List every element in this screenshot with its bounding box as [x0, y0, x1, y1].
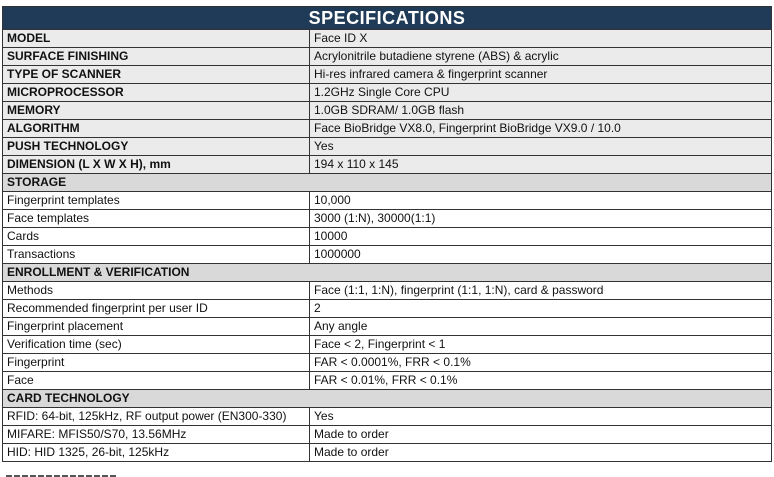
section-heading: ENROLLMENT & VERIFICATION: [3, 264, 772, 282]
spec-row: [3, 300, 772, 318]
spec-row: [3, 228, 772, 246]
spec-row: [3, 354, 772, 372]
spec-value: Hi-res infrared camera & fingerprint scanner: [310, 66, 772, 84]
spec-value: Face ID X: [310, 30, 772, 48]
spec-label: Methods: [3, 282, 310, 300]
spec-row: [3, 426, 772, 444]
cropped-heading-fragment: [6, 472, 116, 477]
spec-row: [3, 282, 772, 300]
spec-row-algorithm: [3, 120, 772, 138]
spec-value: Yes: [310, 408, 772, 426]
spec-row: [3, 372, 772, 390]
spec-label: Cards: [3, 228, 310, 246]
spec-value: 1.2GHz Single Core CPU: [310, 84, 772, 102]
spec-row-microprocessor: [3, 84, 772, 102]
spec-label: MIFARE: MFIS50/S70, 13.56MHz: [3, 426, 310, 444]
spec-value: Face BioBridge VX8.0, Fingerprint BioBridge VX9.0 / 10.0: [310, 120, 772, 138]
spec-row-type-of-scanner: [3, 66, 772, 84]
spec-row-dimension: [3, 156, 772, 174]
spec-label: Fingerprint placement: [3, 318, 310, 336]
page-title: SPECIFICATIONS: [3, 7, 772, 30]
spec-label: Fingerprint templates: [3, 192, 310, 210]
spec-label: Face: [3, 372, 310, 390]
spec-label: RFID: 64-bit, 125kHz, RF output power (EN300-330): [3, 408, 310, 426]
spec-value: FAR < 0.0001%, FRR < 0.1%: [310, 354, 772, 372]
spec-value: 3000 (1:N), 30000(1:1): [310, 210, 772, 228]
spec-value: 2: [310, 300, 772, 318]
spec-row: [3, 246, 772, 264]
spec-label: Transactions: [3, 246, 310, 264]
spec-row: [3, 336, 772, 354]
spec-value: Face (1:1, 1:N), fingerprint (1:1, 1:N), card & password: [310, 282, 772, 300]
spec-value: 10000: [310, 228, 772, 246]
spec-row: [3, 444, 772, 462]
spec-row-memory: [3, 102, 772, 120]
spec-value: 10,000: [310, 192, 772, 210]
spec-label: MODEL: [3, 30, 310, 48]
spec-label: Fingerprint: [3, 354, 310, 372]
section-row-storage: [3, 174, 772, 192]
specifications-table: [2, 6, 772, 462]
spec-value: Made to order: [310, 426, 772, 444]
spec-label: Face templates: [3, 210, 310, 228]
spec-row: [3, 408, 772, 426]
spec-row: [3, 318, 772, 336]
spec-row-surface-finishing: [3, 48, 772, 66]
spec-label: MEMORY: [3, 102, 310, 120]
spec-label: SURFACE FINISHING: [3, 48, 310, 66]
section-heading: CARD TECHNOLOGY: [3, 390, 772, 408]
spec-label: PUSH TECHNOLOGY: [3, 138, 310, 156]
spec-label: TYPE OF SCANNER: [3, 66, 310, 84]
spec-value: Acrylonitrile butadiene styrene (ABS) & acrylic: [310, 48, 772, 66]
spec-label: HID: HID 1325, 26-bit, 125kHz: [3, 444, 310, 462]
section-row-enrollment: [3, 264, 772, 282]
section-row-card-technology: [3, 390, 772, 408]
spec-value: Made to order: [310, 444, 772, 462]
spec-label: ALGORITHM: [3, 120, 310, 138]
spec-value: Face < 2, Fingerprint < 1: [310, 336, 772, 354]
spec-row-model: [3, 30, 772, 48]
spec-row: [3, 210, 772, 228]
spec-label: Recommended fingerprint per user ID: [3, 300, 310, 318]
spec-label: Verification time (sec): [3, 336, 310, 354]
section-heading: STORAGE: [3, 174, 772, 192]
spec-label: MICROPROCESSOR: [3, 84, 310, 102]
spec-value: 1.0GB SDRAM/ 1.0GB flash: [310, 102, 772, 120]
spec-value: Yes: [310, 138, 772, 156]
spec-value: 1000000: [310, 246, 772, 264]
spec-value: FAR < 0.01%, FRR < 0.1%: [310, 372, 772, 390]
spec-value: Any angle: [310, 318, 772, 336]
spec-row-push-technology: [3, 138, 772, 156]
spec-label: DIMENSION (L X W X H), mm: [3, 156, 310, 174]
spec-row: [3, 192, 772, 210]
spec-value: 194 x 110 x 145: [310, 156, 772, 174]
title-row: [3, 7, 772, 30]
